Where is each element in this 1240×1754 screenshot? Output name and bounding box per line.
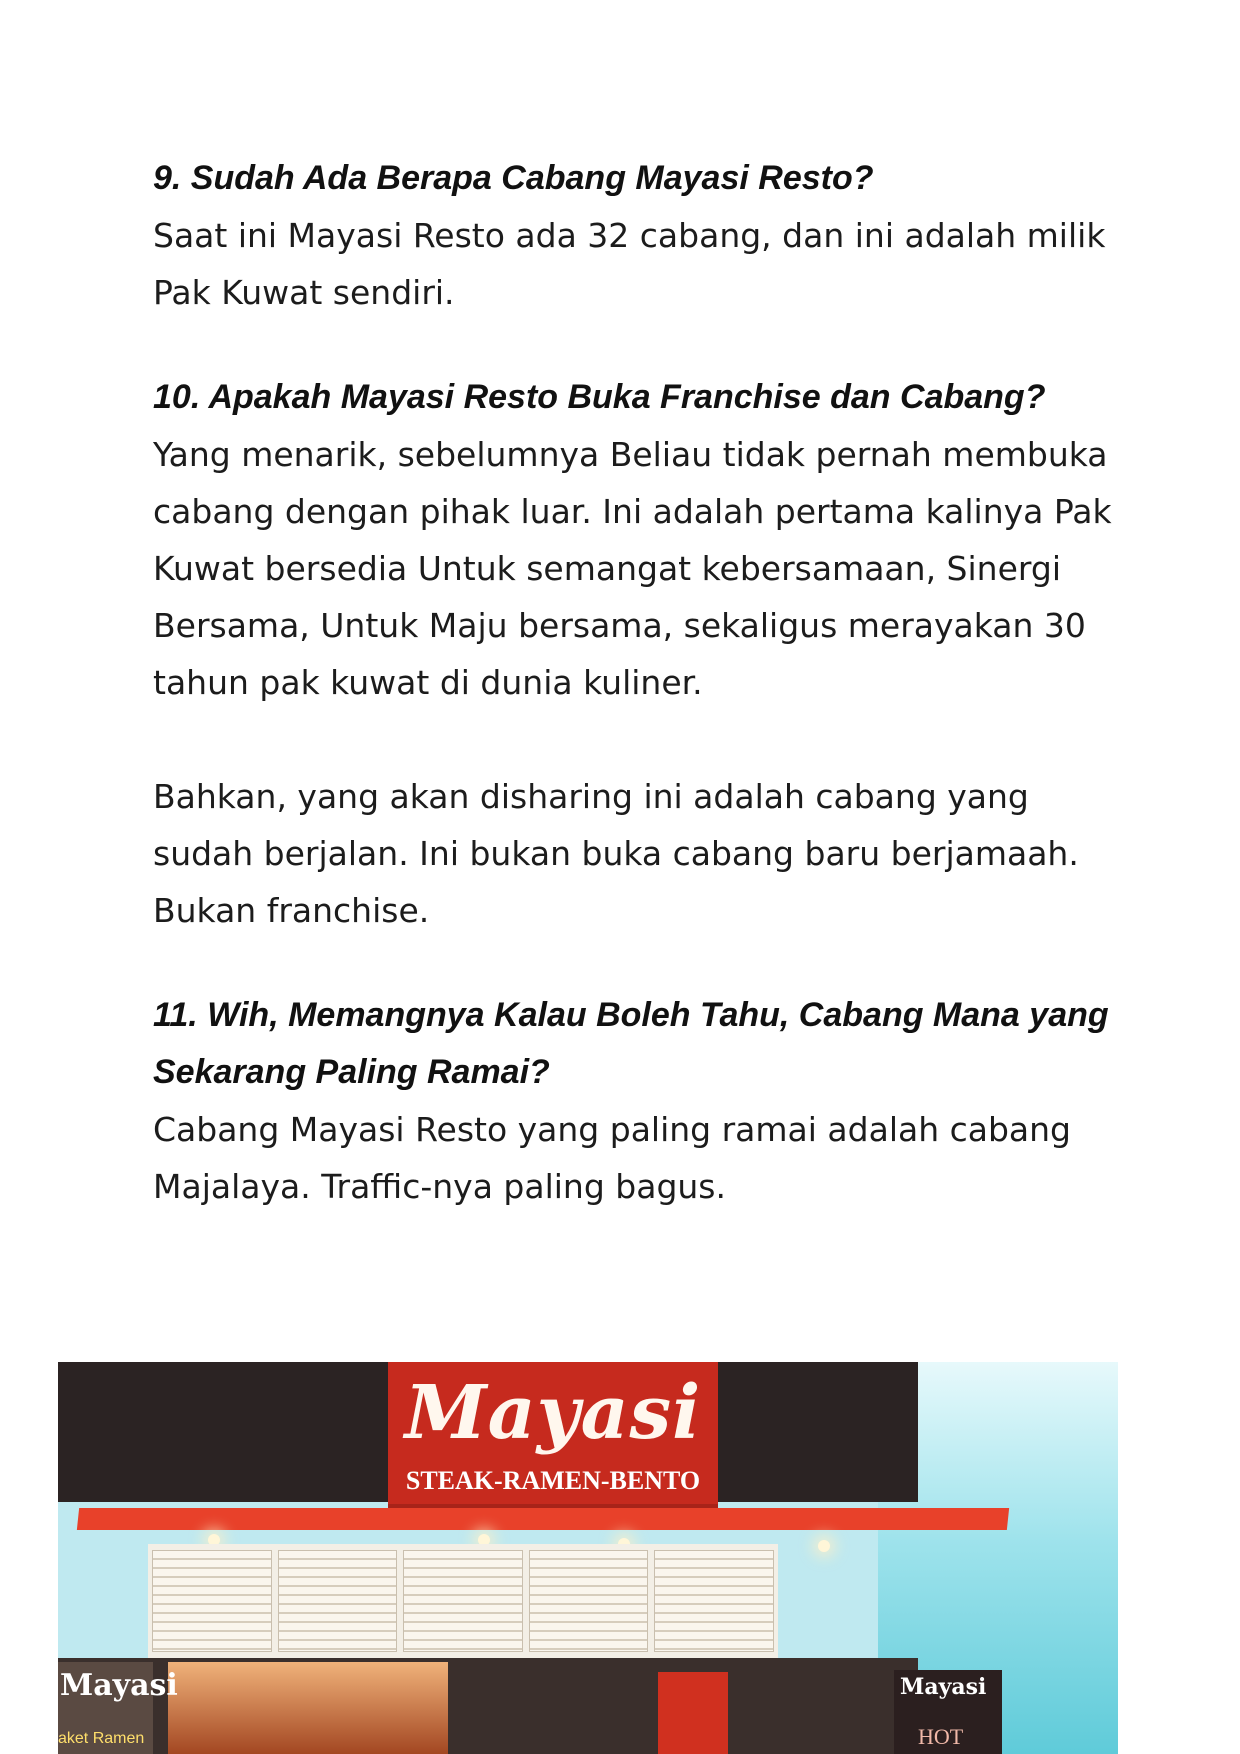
section-heading: 9. Sudah Ada Berapa Cabang Mayasi Resto? [153, 159, 874, 197]
photo-ledge [77, 1508, 1009, 1530]
restaurant-photo [58, 1362, 1118, 1754]
store-sign-tagline: STEAK-RAMEN-BENTO [405, 1466, 701, 1495]
faq-section-10 [153, 369, 1113, 939]
faq-section-11 [153, 987, 1113, 1215]
menu-board [148, 1544, 778, 1659]
faq-section-9 [153, 150, 1113, 321]
section-paragraph: Bahkan, yang akan disharing ini adalah cabang yang sudah berjalan. Ini bukan buka cabang baru berjamaah. Bukan franchise. [153, 777, 1079, 930]
photo-display-case [168, 1662, 448, 1754]
menu-panel [278, 1550, 398, 1652]
left-sign-label: aket Ramen [58, 1730, 145, 1747]
left-sign-logo: Mayasi [60, 1668, 178, 1703]
menu-panel [529, 1550, 649, 1652]
article-body [153, 150, 1113, 1263]
menu-panel [654, 1550, 774, 1652]
menu-panel [403, 1550, 523, 1652]
menu-panel [152, 1550, 272, 1652]
lamp-icon [818, 1540, 830, 1552]
section-heading: 10. Apakah Mayasi Resto Buka Franchise dan Cabang? [153, 378, 1046, 416]
promo-stand-text: HOT [918, 1724, 964, 1749]
store-sign-logo: Mayasi [404, 1370, 702, 1456]
section-paragraph: Saat ini Mayasi Resto ada 32 cabang, dan ini adalah milik Pak Kuwat sendiri. [153, 216, 1106, 312]
promo-stand-logo: Mayasi [900, 1674, 987, 1700]
photo-red-cabinet [658, 1672, 728, 1754]
section-paragraph: Cabang Mayasi Resto yang paling ramai adalah cabang Majalaya. Traffic-nya paling bagus. [153, 1110, 1072, 1206]
section-paragraph: Yang menarik, sebelumnya Beliau tidak pernah membuka cabang dengan pihak luar. Ini adalah pertama kalinya Pak Kuwat bersedia Untuk semangat kebersamaan, Sinergi Bersama, Untuk Maju bersama, sekaligus merayakan 30 tahun pak kuwat di dunia kuliner. [153, 435, 1112, 702]
section-heading: 11. Wih, Memangnya Kalau Boleh Tahu, Cabang Mana yang Sekarang Paling Ramai? [153, 996, 1109, 1091]
